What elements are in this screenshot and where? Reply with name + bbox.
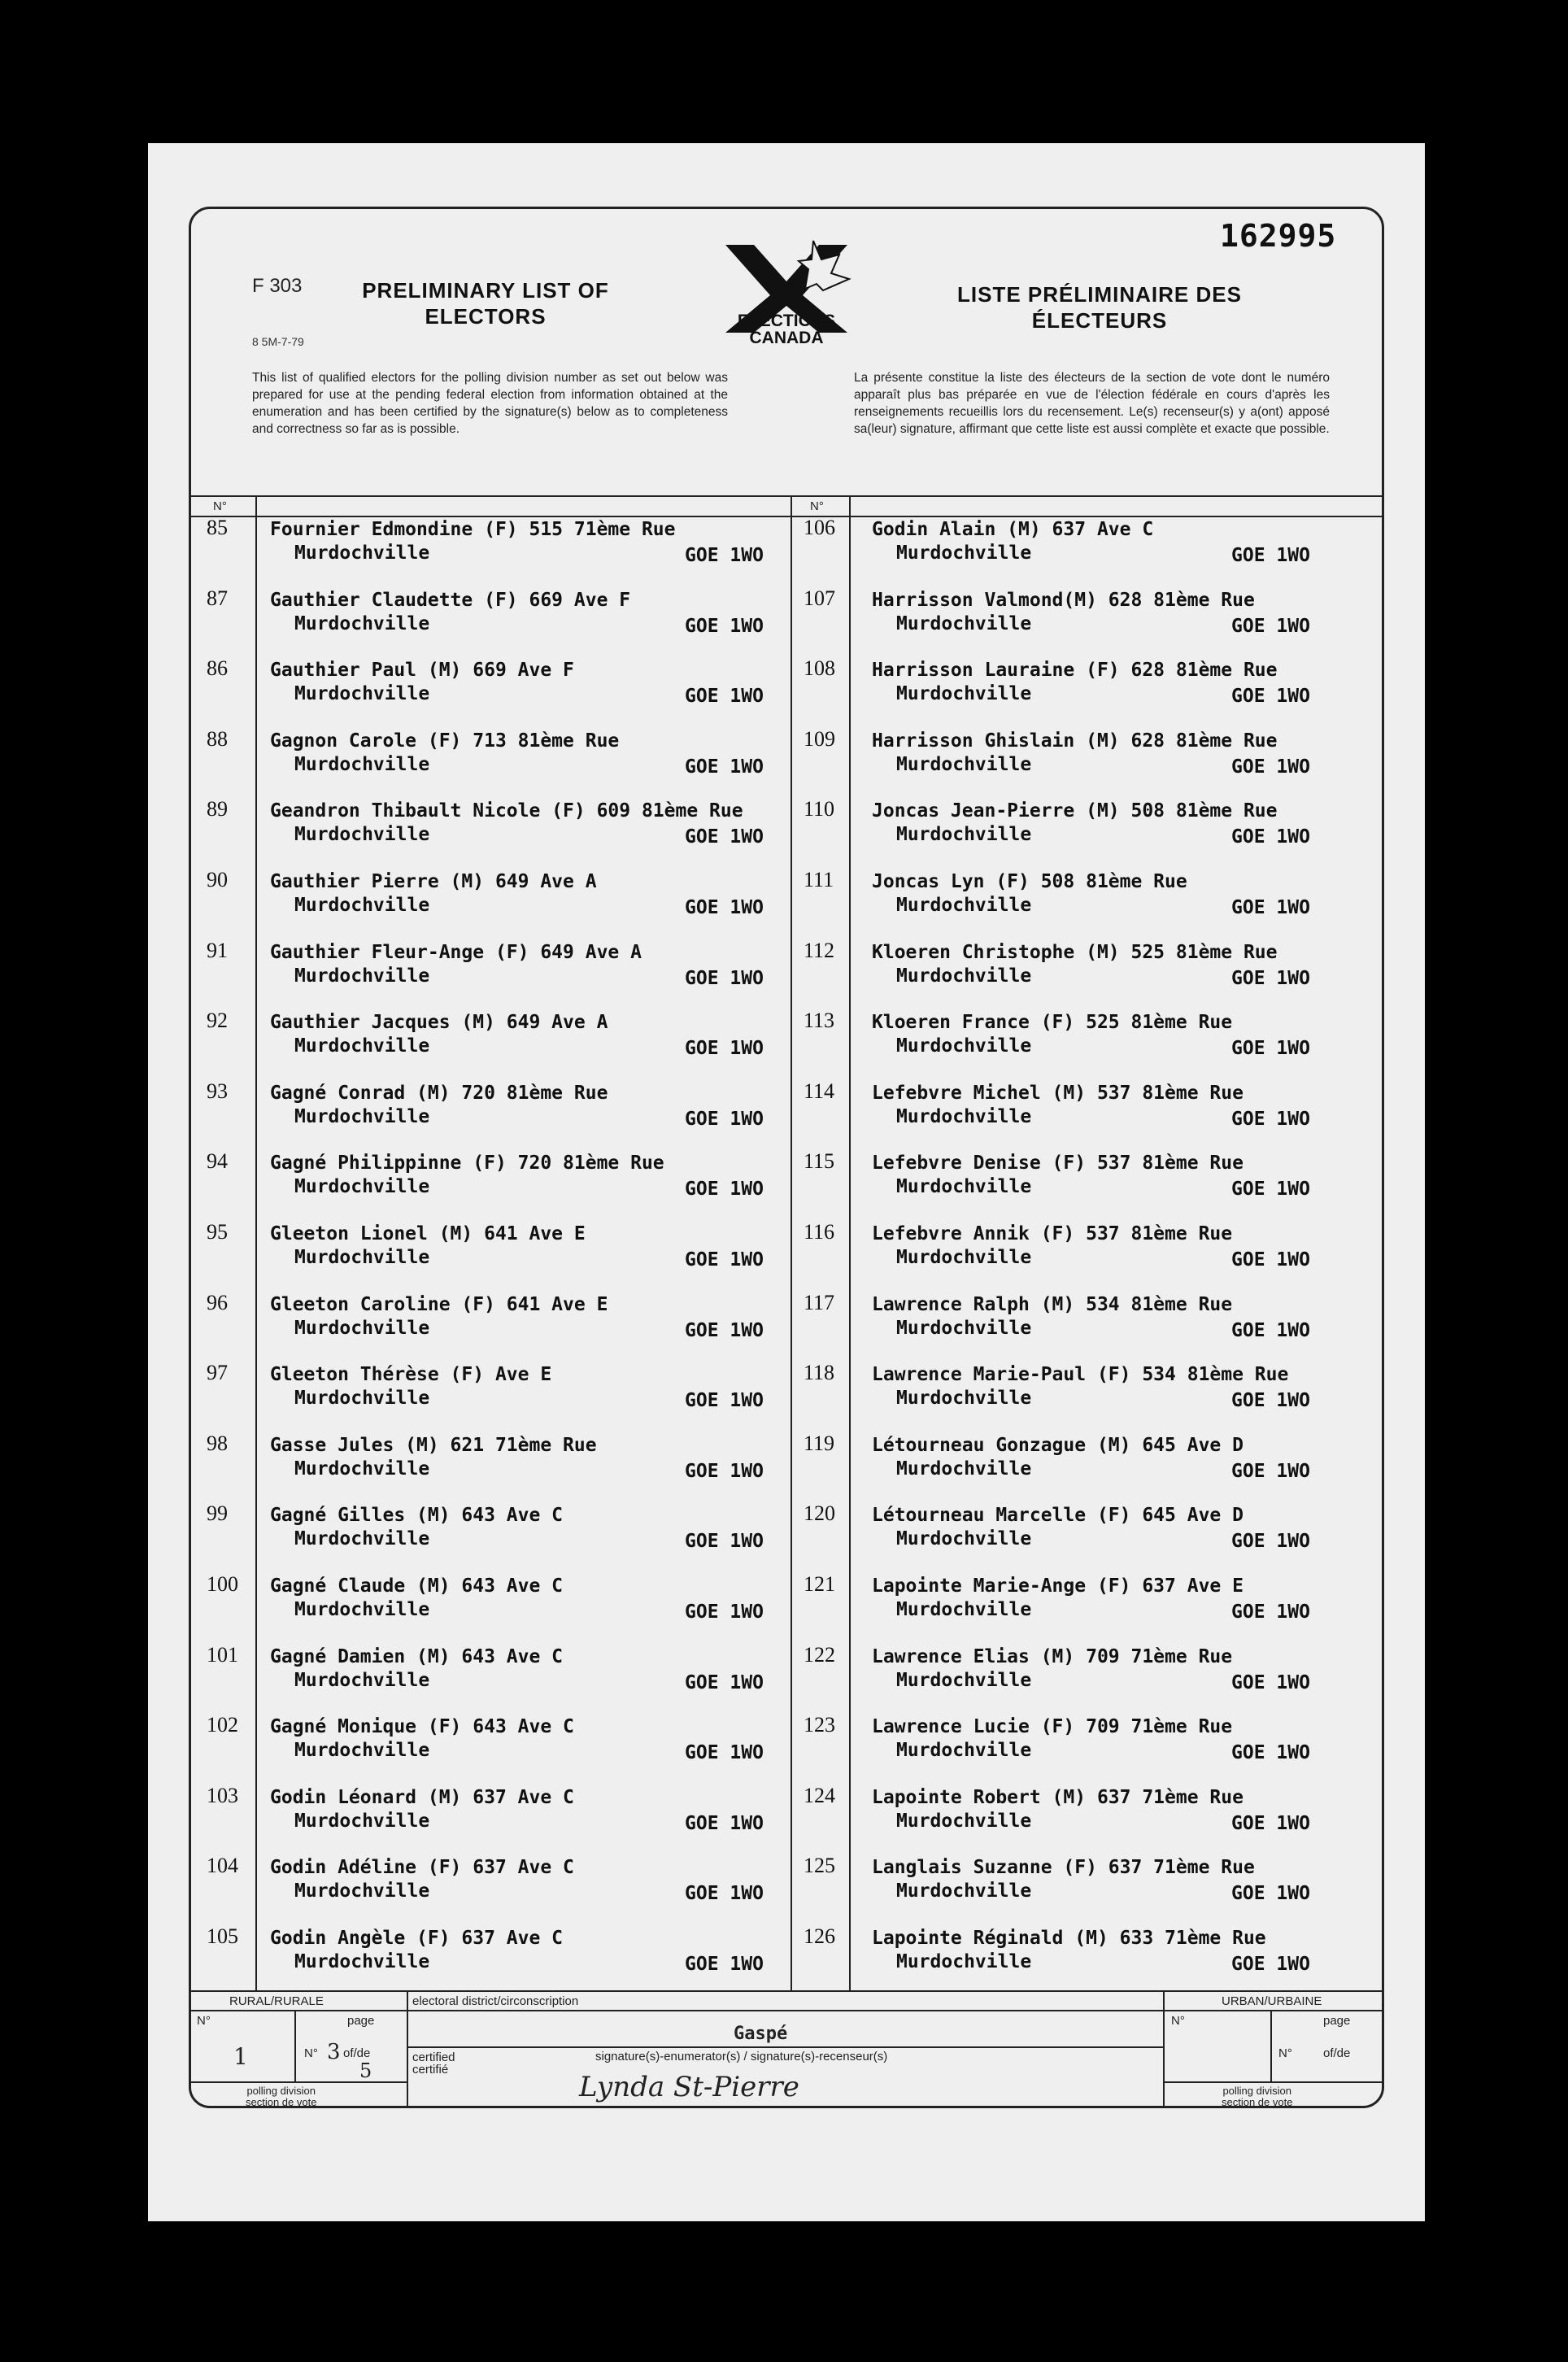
entry-postal-code: GOE 1WO xyxy=(1231,897,1310,918)
footer-right-page-rule xyxy=(1270,2010,1272,2081)
district-label: electoral district/circonscription xyxy=(412,1994,579,2008)
entry-locality: Murdochville xyxy=(896,1740,1032,1762)
entry-name-address: Lawrence Lucie (F) 709 71ème Rue xyxy=(872,1716,1233,1738)
entry-number: 111 xyxy=(804,868,834,891)
signature-label: signature(s)-enumerator(s) / signature(s)-recenseur(s) xyxy=(595,2050,888,2063)
entry-postal-code: GOE 1WO xyxy=(1231,826,1310,848)
entry-postal-code: GOE 1WO xyxy=(685,967,764,989)
entry-postal-code: GOE 1WO xyxy=(685,1108,764,1130)
polling-no-value: 1 xyxy=(233,2043,248,2070)
entry-locality: Murdochville xyxy=(294,1035,430,1057)
entry-name-address: Joncas Lyn (F) 508 81ème Rue xyxy=(872,871,1187,892)
entry-postal-code: GOE 1WO xyxy=(1231,1108,1310,1130)
entry-postal-code: GOE 1WO xyxy=(1231,1249,1310,1270)
entry-locality: Murdochville xyxy=(896,753,1032,775)
enumerator-signature: Lynda St-Pierre xyxy=(579,2071,799,2103)
polling-division-label-left: polling division section de vote xyxy=(246,2085,317,2108)
right-no-header: N° xyxy=(810,499,824,513)
entry-locality: Murdochville xyxy=(896,1458,1032,1480)
entry-postal-code: GOE 1WO xyxy=(1231,1390,1310,1412)
entry-name-address: Gleeton Lionel (M) 641 Ave E xyxy=(270,1223,586,1244)
entry-postal-code: GOE 1WO xyxy=(1231,1812,1310,1834)
entry-number: 116 xyxy=(804,1220,835,1244)
entry-number: 117 xyxy=(804,1290,835,1314)
entry-locality: Murdochville xyxy=(294,824,430,846)
entry-name-address: Harrisson Lauraine (F) 628 81ème Rue xyxy=(872,660,1278,682)
entry-name-address: Godin Alain (M) 637 Ave C xyxy=(872,519,1154,540)
entry-locality: Murdochville xyxy=(294,612,430,634)
entry-name-address: Gagné Gilles (M) 643 Ave C xyxy=(270,1505,564,1527)
entry-locality: Murdochville xyxy=(896,1880,1032,1902)
entry-locality: Murdochville xyxy=(896,1810,1032,1832)
entry-name-address: Gagné Philippinne (F) 720 81ème Rue xyxy=(270,1153,664,1174)
entry-locality: Murdochville xyxy=(294,1458,430,1480)
entry-name-address: Lapointe Réginald (M) 633 71ème Rue xyxy=(872,1928,1266,1949)
middle-column-rule-b xyxy=(849,495,851,1990)
entry-postal-code: GOE 1WO xyxy=(685,1460,764,1482)
left-page-label: page xyxy=(347,2014,375,2028)
entry-locality: Murdochville xyxy=(294,1951,430,1972)
entry-locality: Murdochville xyxy=(294,753,430,775)
entry-postal-code: GOE 1WO xyxy=(1231,545,1310,566)
entry-locality: Murdochville xyxy=(896,612,1032,634)
entry-postal-code: GOE 1WO xyxy=(685,1038,764,1060)
entry-locality: Murdochville xyxy=(294,543,430,564)
entry-name-address: Lefebvre Michel (M) 537 81ème Rue xyxy=(872,1082,1244,1104)
entry-locality: Murdochville xyxy=(896,1599,1032,1620)
entry-name-address: Gagné Claude (M) 643 Ave C xyxy=(270,1575,564,1597)
entry-locality: Murdochville xyxy=(294,1105,430,1127)
entry-postal-code: GOE 1WO xyxy=(1231,1038,1310,1060)
entry-name-address: Gauthier Paul (M) 669 Ave F xyxy=(270,660,574,682)
entry-name-address: Lefebvre Denise (F) 537 81ème Rue xyxy=(872,1153,1244,1174)
rural-label: RURAL/RURALE xyxy=(229,1994,324,2008)
entry-name-address: Godin Adéline (F) 637 Ave C xyxy=(270,1857,574,1879)
entry-number: 122 xyxy=(804,1642,835,1667)
entry-name-address: Langlais Suzanne (F) 637 71ème Rue xyxy=(872,1857,1255,1879)
elector-list-sheet xyxy=(148,143,1425,2221)
entry-postal-code: GOE 1WO xyxy=(1231,1671,1310,1693)
entry-postal-code: GOE 1WO xyxy=(685,897,764,918)
polling-division-label-right: polling division section de vote xyxy=(1222,2085,1293,2108)
entry-locality: Murdochville xyxy=(896,1176,1032,1198)
entry-locality: Murdochville xyxy=(896,1669,1032,1691)
footer-left-box-rule xyxy=(191,2081,407,2083)
left-no-header: N° xyxy=(213,499,227,513)
entry-postal-code: GOE 1WO xyxy=(685,1249,764,1270)
entry-postal-code: GOE 1WO xyxy=(685,545,764,566)
entry-number: 90 xyxy=(207,868,228,891)
entry-number: 107 xyxy=(804,586,835,610)
entry-postal-code: GOE 1WO xyxy=(685,1812,764,1834)
entry-name-address: Lapointe Marie-Ange (F) 637 Ave E xyxy=(872,1575,1244,1597)
entry-number: 92 xyxy=(207,1009,228,1033)
entry-postal-code: GOE 1WO xyxy=(685,1531,764,1553)
footer-district-rule xyxy=(408,2046,1163,2048)
entry-number: 97 xyxy=(207,1361,228,1385)
entry-name-address: Létourneau Gonzague (M) 645 Ave D xyxy=(872,1434,1244,1456)
entry-number: 118 xyxy=(804,1361,835,1385)
entry-name-address: Lawrence Elias (M) 709 71ème Rue xyxy=(872,1645,1233,1667)
entry-locality: Murdochville xyxy=(294,683,430,705)
entry-name-address: Joncas Jean-Pierre (M) 508 81ème Rue xyxy=(872,800,1278,822)
entry-name-address: Gasse Jules (M) 621 71ème Rue xyxy=(270,1434,597,1456)
page-no-label: N° xyxy=(304,2046,318,2060)
entry-locality: Murdochville xyxy=(294,1528,430,1550)
entry-name-address: Lawrence Ralph (M) 534 81ème Rue xyxy=(872,1293,1233,1315)
entry-postal-code: GOE 1WO xyxy=(685,615,764,637)
right-page-label: page xyxy=(1323,2014,1351,2028)
district-value: Gaspé xyxy=(734,2024,788,2044)
entry-postal-code: GOE 1WO xyxy=(685,1179,764,1201)
middle-column-rule-a xyxy=(791,495,792,1990)
entry-number: 86 xyxy=(207,656,228,681)
entry-name-address: Geandron Thibault Nicole (F) 609 81ème Rue xyxy=(270,800,743,822)
entry-locality: Murdochville xyxy=(294,1669,430,1691)
entry-number: 105 xyxy=(207,1924,238,1948)
entry-number: 98 xyxy=(207,1431,228,1455)
entry-postal-code: GOE 1WO xyxy=(685,1390,764,1412)
entry-number: 115 xyxy=(804,1149,835,1174)
logo-text: ELECTIONS CANADA xyxy=(737,312,836,347)
entry-postal-code: GOE 1WO xyxy=(685,1671,764,1693)
entry-number: 100 xyxy=(207,1572,238,1596)
entry-name-address: Gagnon Carole (F) 713 81ème Rue xyxy=(270,730,620,752)
right-page-of-label: of/de xyxy=(1323,2046,1351,2060)
entry-name-address: Gauthier Fleur-Ange (F) 649 Ave A xyxy=(270,941,642,963)
right-no-label: N° xyxy=(1171,2014,1185,2028)
entry-name-address: Kloeren Christophe (M) 525 81ème Rue xyxy=(872,941,1278,963)
entry-postal-code: GOE 1WO xyxy=(1231,686,1310,708)
entry-postal-code: GOE 1WO xyxy=(685,1742,764,1764)
entry-locality: Murdochville xyxy=(896,895,1032,916)
entry-name-address: Godin Léonard (M) 637 Ave C xyxy=(270,1786,574,1808)
entry-locality: Murdochville xyxy=(896,824,1032,846)
left-number-column-rule xyxy=(255,495,257,1990)
entry-name-address: Lawrence Marie-Paul (F) 534 81ème Rue xyxy=(872,1364,1289,1386)
entry-locality: Murdochville xyxy=(896,965,1032,987)
entry-name-address: Gagné Monique (F) 643 Ave C xyxy=(270,1716,574,1738)
entry-locality: Murdochville xyxy=(294,1880,430,1902)
entry-postal-code: GOE 1WO xyxy=(1231,967,1310,989)
entry-locality: Murdochville xyxy=(896,1247,1032,1268)
entry-locality: Murdochville xyxy=(896,1951,1032,1972)
entry-locality: Murdochville xyxy=(294,1740,430,1762)
entry-number: 96 xyxy=(207,1290,228,1314)
entry-number: 103 xyxy=(207,1783,238,1807)
entry-name-address: Harrisson Ghislain (M) 628 81ème Rue xyxy=(872,730,1278,752)
page-no-value: 3 xyxy=(327,2040,341,2064)
title-english: PRELIMINARY LIST OF ELECTORS xyxy=(362,278,609,329)
page-of-value: 5 xyxy=(359,2059,372,2082)
intro-english: This list of qualified electors for the polling division number as set out below was prepared for use at the pending federal election from information obtained at the enumeration and has been certified by the signature(s) below as to completeness and correctness so far as is possible. xyxy=(252,371,728,436)
footer-left-page-rule xyxy=(294,2010,296,2081)
entry-postal-code: GOE 1WO xyxy=(1231,1179,1310,1201)
entry-number: 88 xyxy=(207,726,228,751)
entry-postal-code: GOE 1WO xyxy=(685,1883,764,1905)
form-revision: 8 5M-7-79 xyxy=(252,335,304,348)
entry-number: 93 xyxy=(207,1079,228,1103)
entry-number: 113 xyxy=(804,1009,835,1033)
entry-postal-code: GOE 1WO xyxy=(1231,1742,1310,1764)
entry-locality: Murdochville xyxy=(294,1176,430,1198)
table-top-rule xyxy=(191,495,1382,497)
entry-locality: Murdochville xyxy=(896,1388,1032,1410)
entry-name-address: Lefebvre Annik (F) 537 81ème Rue xyxy=(872,1223,1233,1244)
entry-locality: Murdochville xyxy=(294,1599,430,1620)
certified-label: certified certifié xyxy=(412,2050,455,2077)
entry-locality: Murdochville xyxy=(896,1528,1032,1550)
entry-number: 94 xyxy=(207,1149,228,1174)
entry-number: 119 xyxy=(804,1431,835,1455)
entry-postal-code: GOE 1WO xyxy=(1231,1954,1310,1975)
entry-locality: Murdochville xyxy=(294,1810,430,1832)
column-header-rule xyxy=(191,516,1382,517)
entry-name-address: Létourneau Marcelle (F) 645 Ave D xyxy=(872,1505,1244,1527)
entry-number: 91 xyxy=(207,938,228,962)
entry-number: 121 xyxy=(804,1572,835,1596)
footer-mid-rule xyxy=(191,2010,1382,2011)
entry-number: 85 xyxy=(207,516,228,539)
urban-label: URBAN/URBAINE xyxy=(1222,1994,1322,2008)
entry-locality: Murdochville xyxy=(896,683,1032,705)
entry-number: 114 xyxy=(804,1079,835,1103)
footer-rule-2 xyxy=(1163,1990,1165,2108)
footer-right-box-rule xyxy=(1165,2081,1383,2083)
entry-postal-code: GOE 1WO xyxy=(1231,1531,1310,1553)
entry-postal-code: GOE 1WO xyxy=(1231,1883,1310,1905)
entry-number: 89 xyxy=(207,797,228,821)
entry-number: 87 xyxy=(207,586,228,610)
entry-postal-code: GOE 1WO xyxy=(1231,1460,1310,1482)
entry-name-address: Gleeton Thérèse (F) Ave E xyxy=(270,1364,552,1386)
right-page-no-label: N° xyxy=(1278,2046,1292,2060)
entry-name-address: Lapointe Robert (M) 637 71ème Rue xyxy=(872,1786,1244,1808)
entry-number: 95 xyxy=(207,1220,228,1244)
entry-locality: Murdochville xyxy=(294,1247,430,1268)
entry-postal-code: GOE 1WO xyxy=(1231,1602,1310,1623)
entry-locality: Murdochville xyxy=(294,1317,430,1339)
entry-locality: Murdochville xyxy=(896,1105,1032,1127)
entry-name-address: Kloeren France (F) 525 81ème Rue xyxy=(872,1012,1233,1034)
entry-locality: Murdochville xyxy=(294,895,430,916)
entry-name-address: Godin Angèle (F) 637 Ave C xyxy=(270,1928,564,1949)
entry-locality: Murdochville xyxy=(294,965,430,987)
serial-number: 162995 xyxy=(1220,218,1337,254)
form-number: F 303 xyxy=(252,275,303,297)
entry-number: 99 xyxy=(207,1501,228,1526)
entry-locality: Murdochville xyxy=(896,1317,1032,1339)
entry-postal-code: GOE 1WO xyxy=(1231,1319,1310,1341)
page-of-label: of/de xyxy=(343,2046,371,2060)
entry-name-address: Gagné Damien (M) 643 Ave C xyxy=(270,1645,564,1667)
entry-postal-code: GOE 1WO xyxy=(685,686,764,708)
entry-name-address: Gauthier Claudette (F) 669 Ave F xyxy=(270,589,631,611)
entry-number: 104 xyxy=(207,1854,238,1878)
entry-name-address: Gleeton Caroline (F) 641 Ave E xyxy=(270,1293,608,1315)
entry-number: 120 xyxy=(804,1501,835,1526)
entry-number: 123 xyxy=(804,1713,835,1737)
entry-name-address: Gauthier Pierre (M) 649 Ave A xyxy=(270,871,597,892)
entry-postal-code: GOE 1WO xyxy=(685,756,764,778)
entry-name-address: Fournier Edmondine (F) 515 71ème Rue xyxy=(270,519,676,540)
entry-number: 102 xyxy=(207,1713,238,1737)
entry-postal-code: GOE 1WO xyxy=(1231,756,1310,778)
entry-number: 124 xyxy=(804,1783,835,1807)
entry-number: 106 xyxy=(804,516,835,539)
entry-number: 110 xyxy=(804,797,835,821)
entry-locality: Murdochville xyxy=(896,1035,1032,1057)
entry-locality: Murdochville xyxy=(294,1388,430,1410)
entry-name-address: Gagné Conrad (M) 720 81ème Rue xyxy=(270,1082,608,1104)
footer-top-rule xyxy=(191,1990,1382,1992)
entry-number: 109 xyxy=(804,726,835,751)
intro-french: La présente constitue la liste des électeurs de la section de vote dont le numéro apparaît plus bas préparée en vue de l'élection fédérale en cours d'après les renseignements recueillis lors du recensement. Le(s) recenseur(s) y a(ont) apposé sa(leur) signature, affirmant que cette liste est aussi complète et exacte que possible. xyxy=(854,371,1330,436)
title-french: LISTE PRÉLIMINAIRE DES ÉLECTEURS xyxy=(957,282,1242,333)
entry-number: 112 xyxy=(804,938,835,962)
entry-postal-code: GOE 1WO xyxy=(1231,615,1310,637)
left-no-label: N° xyxy=(197,2014,211,2028)
entry-postal-code: GOE 1WO xyxy=(685,826,764,848)
entry-number: 126 xyxy=(804,1924,835,1948)
entry-locality: Murdochville xyxy=(896,543,1032,564)
entry-postal-code: GOE 1WO xyxy=(685,1602,764,1623)
entry-postal-code: GOE 1WO xyxy=(685,1319,764,1341)
entry-number: 101 xyxy=(207,1642,238,1667)
entry-name-address: Harrisson Valmond(M) 628 81ème Rue xyxy=(872,589,1255,611)
entry-name-address: Gauthier Jacques (M) 649 Ave A xyxy=(270,1012,608,1034)
entry-number: 125 xyxy=(804,1854,835,1878)
footer-rule-1 xyxy=(407,1990,408,2108)
entry-postal-code: GOE 1WO xyxy=(685,1954,764,1975)
entry-number: 108 xyxy=(804,656,835,681)
